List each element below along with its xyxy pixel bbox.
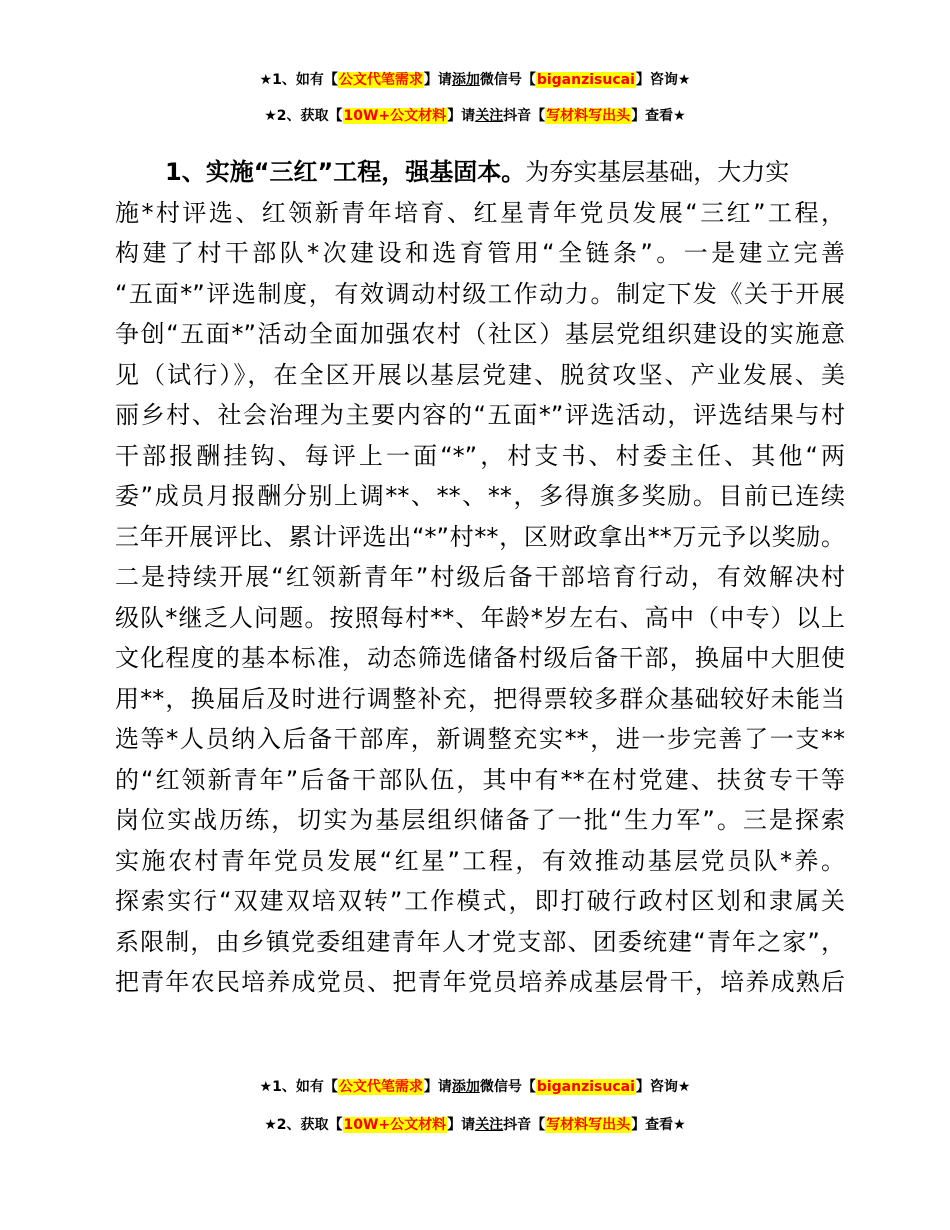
banner-line-2 [0,1115,950,1135]
banner-text: 抖音【 [503,108,546,124]
body-line: 构建了村干部队*次建设和选育管用“全链条”。一是建立完善 [115,239,845,267]
banner-underlined-text: 关注 [475,108,504,124]
banner-text: ★2、获取【 [264,1117,343,1133]
banner-text: 】咨询★ [635,1079,691,1095]
banner-text: ★1、如有【 [259,1079,338,1095]
body-line: “五面*”评选制度，有效调动村级工作动力。制定下发《关于开展 [115,279,845,308]
body-line: 探索实行“双建双培双转”工作模式，即打破行政村区划和隶属关 [115,887,845,915]
body-line: 文化程度的基本标准，动态筛选储备村级后备干部，换届中大胆使 [115,644,845,672]
banner-text: 抖音【 [503,1117,546,1133]
banner-highlight: 公文代笔需求 [338,72,423,88]
banner-underlined-text: 添加 [451,1079,480,1095]
body-line: 争创“五面*”活动全面加强农村（社区）基层党组织建设的实施意 [115,320,845,348]
banner-text: ★1、如有【 [259,72,338,88]
body-line: 二是持续开展“红领新青年”村级后备干部培育行动，有效解决村 [115,563,845,591]
body-line: 三年开展评比、累计评选出“*”村**，区财政拿出**万元予以奖励。 [115,522,845,551]
banner-highlight: 写材料写出头 [546,1117,631,1133]
banner-highlight: biganzisucai [536,72,635,88]
banner-text: ★2、获取【 [264,108,343,124]
banner-highlight: biganzisucai [536,1079,635,1095]
banner-text: 】查看★ [631,1117,686,1133]
banner-highlight: 10W+公文材料 [343,1117,447,1133]
body-line: 实施农村青年党员发展“红星”工程，有效推动基层党员队*养。 [115,846,845,875]
body-line: 岗位实战历练，切实为基层组织储备了一批“生力军”。三是探索 [115,806,845,834]
document-body [115,152,845,1003]
body-line: 系限制，由乡镇党委组建青年人才党支部、团委统建“青年之家”， [115,927,845,956]
body-line: 把青年农民培养成党员、把青年党员培养成基层骨干，培养成熟后 [115,968,845,996]
body-line: 用**，换届后及时进行调整补充，把得票较多群众基础较好未能当 [115,684,845,713]
body-line: 见（试行）》，在全区开展以基层党建、脱贫攻坚、产业发展、美 [115,360,845,389]
banner-text: 】咨询★ [635,72,691,88]
banner-underlined-text: 关注 [475,1117,504,1133]
banner-text: 】请 [447,1117,476,1133]
banner-text: 】请 [447,108,476,124]
body-line: 的“红领新青年”后备干部队伍，其中有**在村党建、扶贫专干等 [115,765,845,794]
body-line: 丽乡村、社会治理为主要内容的“五面*”评选活动，评选结果与村 [115,401,845,429]
body-line-text: 为夯实基层基础，大力实 [525,158,790,186]
banner-highlight: 公文代笔需求 [338,1079,423,1095]
body-line: 施*村评选、红领新青年培育、红星青年党员发展“三红”工程， [115,198,845,227]
banner-text: 微信号【 [479,72,536,88]
body-line [115,152,845,193]
body-line: 委”成员月报酬分别上调**、**、**，多得旗多奖励。目前已连续 [115,482,845,510]
banner-line-1 [0,1077,950,1097]
body-line: 选等*人员纳入后备干部库，新调整充实**，进一步完善了一支** [115,725,845,753]
banner-text: 】查看★ [631,108,686,124]
banner-underlined-text: 添加 [451,72,480,88]
banner-line-1 [0,70,950,90]
body-line: 干部报酬挂钩、每评上一面“*”，村支书、村委主任、其他“两 [115,441,845,470]
banner-text: 】请 [423,1079,452,1095]
banner-highlight: 写材料写出头 [546,108,631,124]
banner-text: 】请 [423,72,452,88]
section-heading: 1、实施“三红”工程，强基固本。 [165,158,526,186]
banner-highlight: 10W+公文材料 [343,108,447,124]
banner-line-2 [0,106,950,126]
banner-text: 微信号【 [479,1079,536,1095]
body-line: 级队*继乏人问题。按照每村**、年龄*岁左右、高中（中专）以上 [115,603,845,632]
